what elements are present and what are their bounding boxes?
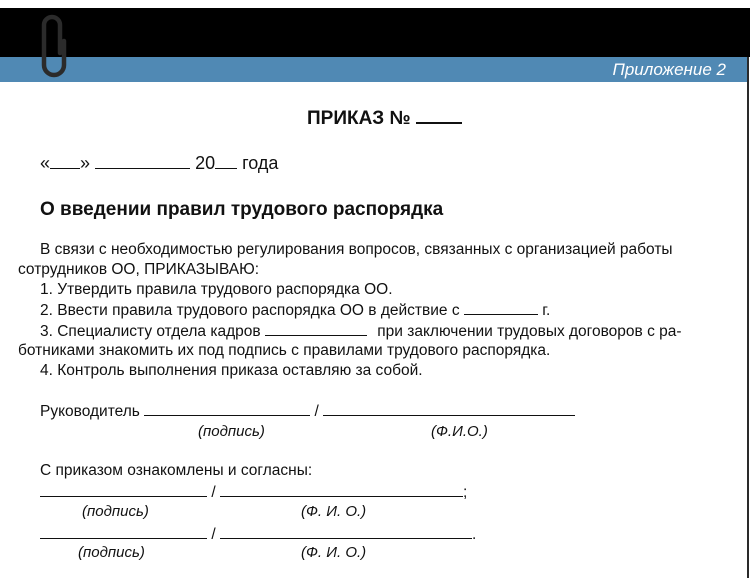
order-item-2-suffix: г. <box>542 302 551 319</box>
ack-1-signature-blank <box>40 482 207 497</box>
ack-1-caption-signature: (подпись) <box>82 503 149 520</box>
paperclip-icon <box>36 7 72 79</box>
ack-2-end-mark: . <box>471 526 477 543</box>
head-label: Руководитель <box>40 403 140 420</box>
head-name-blank <box>323 401 575 416</box>
order-item-4: 4. Контроль выполнения приказа оставляю за собой. <box>40 362 423 379</box>
ack-2-caption-signature: (подпись) <box>78 544 145 561</box>
ack-2-caption-name: (Ф. И. О.) <box>301 544 367 561</box>
acknowledgement-label: С приказом ознакомлены и согласны: <box>40 462 313 479</box>
order-item-2-text: 2. Ввести правила трудового распорядка ОО в действие с <box>40 302 460 319</box>
date-line <box>40 152 278 174</box>
ack-row-2 <box>40 524 476 544</box>
year-prefix: 20 <box>195 153 216 173</box>
preamble-line-2: сотрудников ОО, ПРИКАЗЫВАЮ: <box>18 261 260 278</box>
ack-1-name-blank <box>220 482 463 497</box>
ack-1-end-mark: ; <box>462 484 468 501</box>
order-item-2 <box>40 300 550 322</box>
order-subject: О введении правил трудового распорядка <box>40 199 444 220</box>
top-margin <box>0 0 750 8</box>
head-signature-blank <box>144 401 310 416</box>
ack-2-separator: / <box>211 526 216 543</box>
order-item-3 <box>40 321 682 343</box>
order-title-text: ПРИКАЗ № <box>307 108 411 129</box>
appendix-label: Приложение 2 <box>612 60 726 79</box>
page-right-border <box>747 57 749 578</box>
order-item-3-continuation: ботниками знакомить их под подпись с правилами трудового распорядка. <box>18 342 551 359</box>
year-suffix: года <box>242 153 279 173</box>
order-item-3-suffix: при заключении трудовых договоров с ра- <box>377 323 682 340</box>
head-caption-signature: (подпись) <box>198 423 265 440</box>
day-blank <box>50 152 80 169</box>
ack-1-separator: / <box>211 484 216 501</box>
effective-date-blank <box>464 300 538 315</box>
order-title <box>307 105 462 130</box>
close-quote: » <box>80 153 91 173</box>
ack-2-signature-blank <box>40 524 207 539</box>
year-blank <box>215 152 237 169</box>
order-number-blank <box>416 105 462 124</box>
head-caption-name: (Ф.И.О.) <box>431 423 488 440</box>
ack-row-1 <box>40 482 467 502</box>
preamble-line-1: В связи с необходимостью регулирования вопросов, связанных с организацией работы <box>40 241 673 258</box>
order-item-3-text: 3. Специалисту отдела кадров <box>40 323 261 340</box>
ack-2-name-blank <box>220 524 472 539</box>
month-blank <box>95 152 190 169</box>
header-black-band <box>0 8 750 57</box>
ack-1-caption-name: (Ф. И. О.) <box>301 503 367 520</box>
hr-specialist-blank <box>265 321 367 336</box>
head-separator: / <box>314 403 319 420</box>
open-quote: « <box>40 153 51 173</box>
order-item-1: 1. Утвердить правила трудового распорядка ОО. <box>40 281 393 298</box>
head-signature-line <box>40 401 575 421</box>
